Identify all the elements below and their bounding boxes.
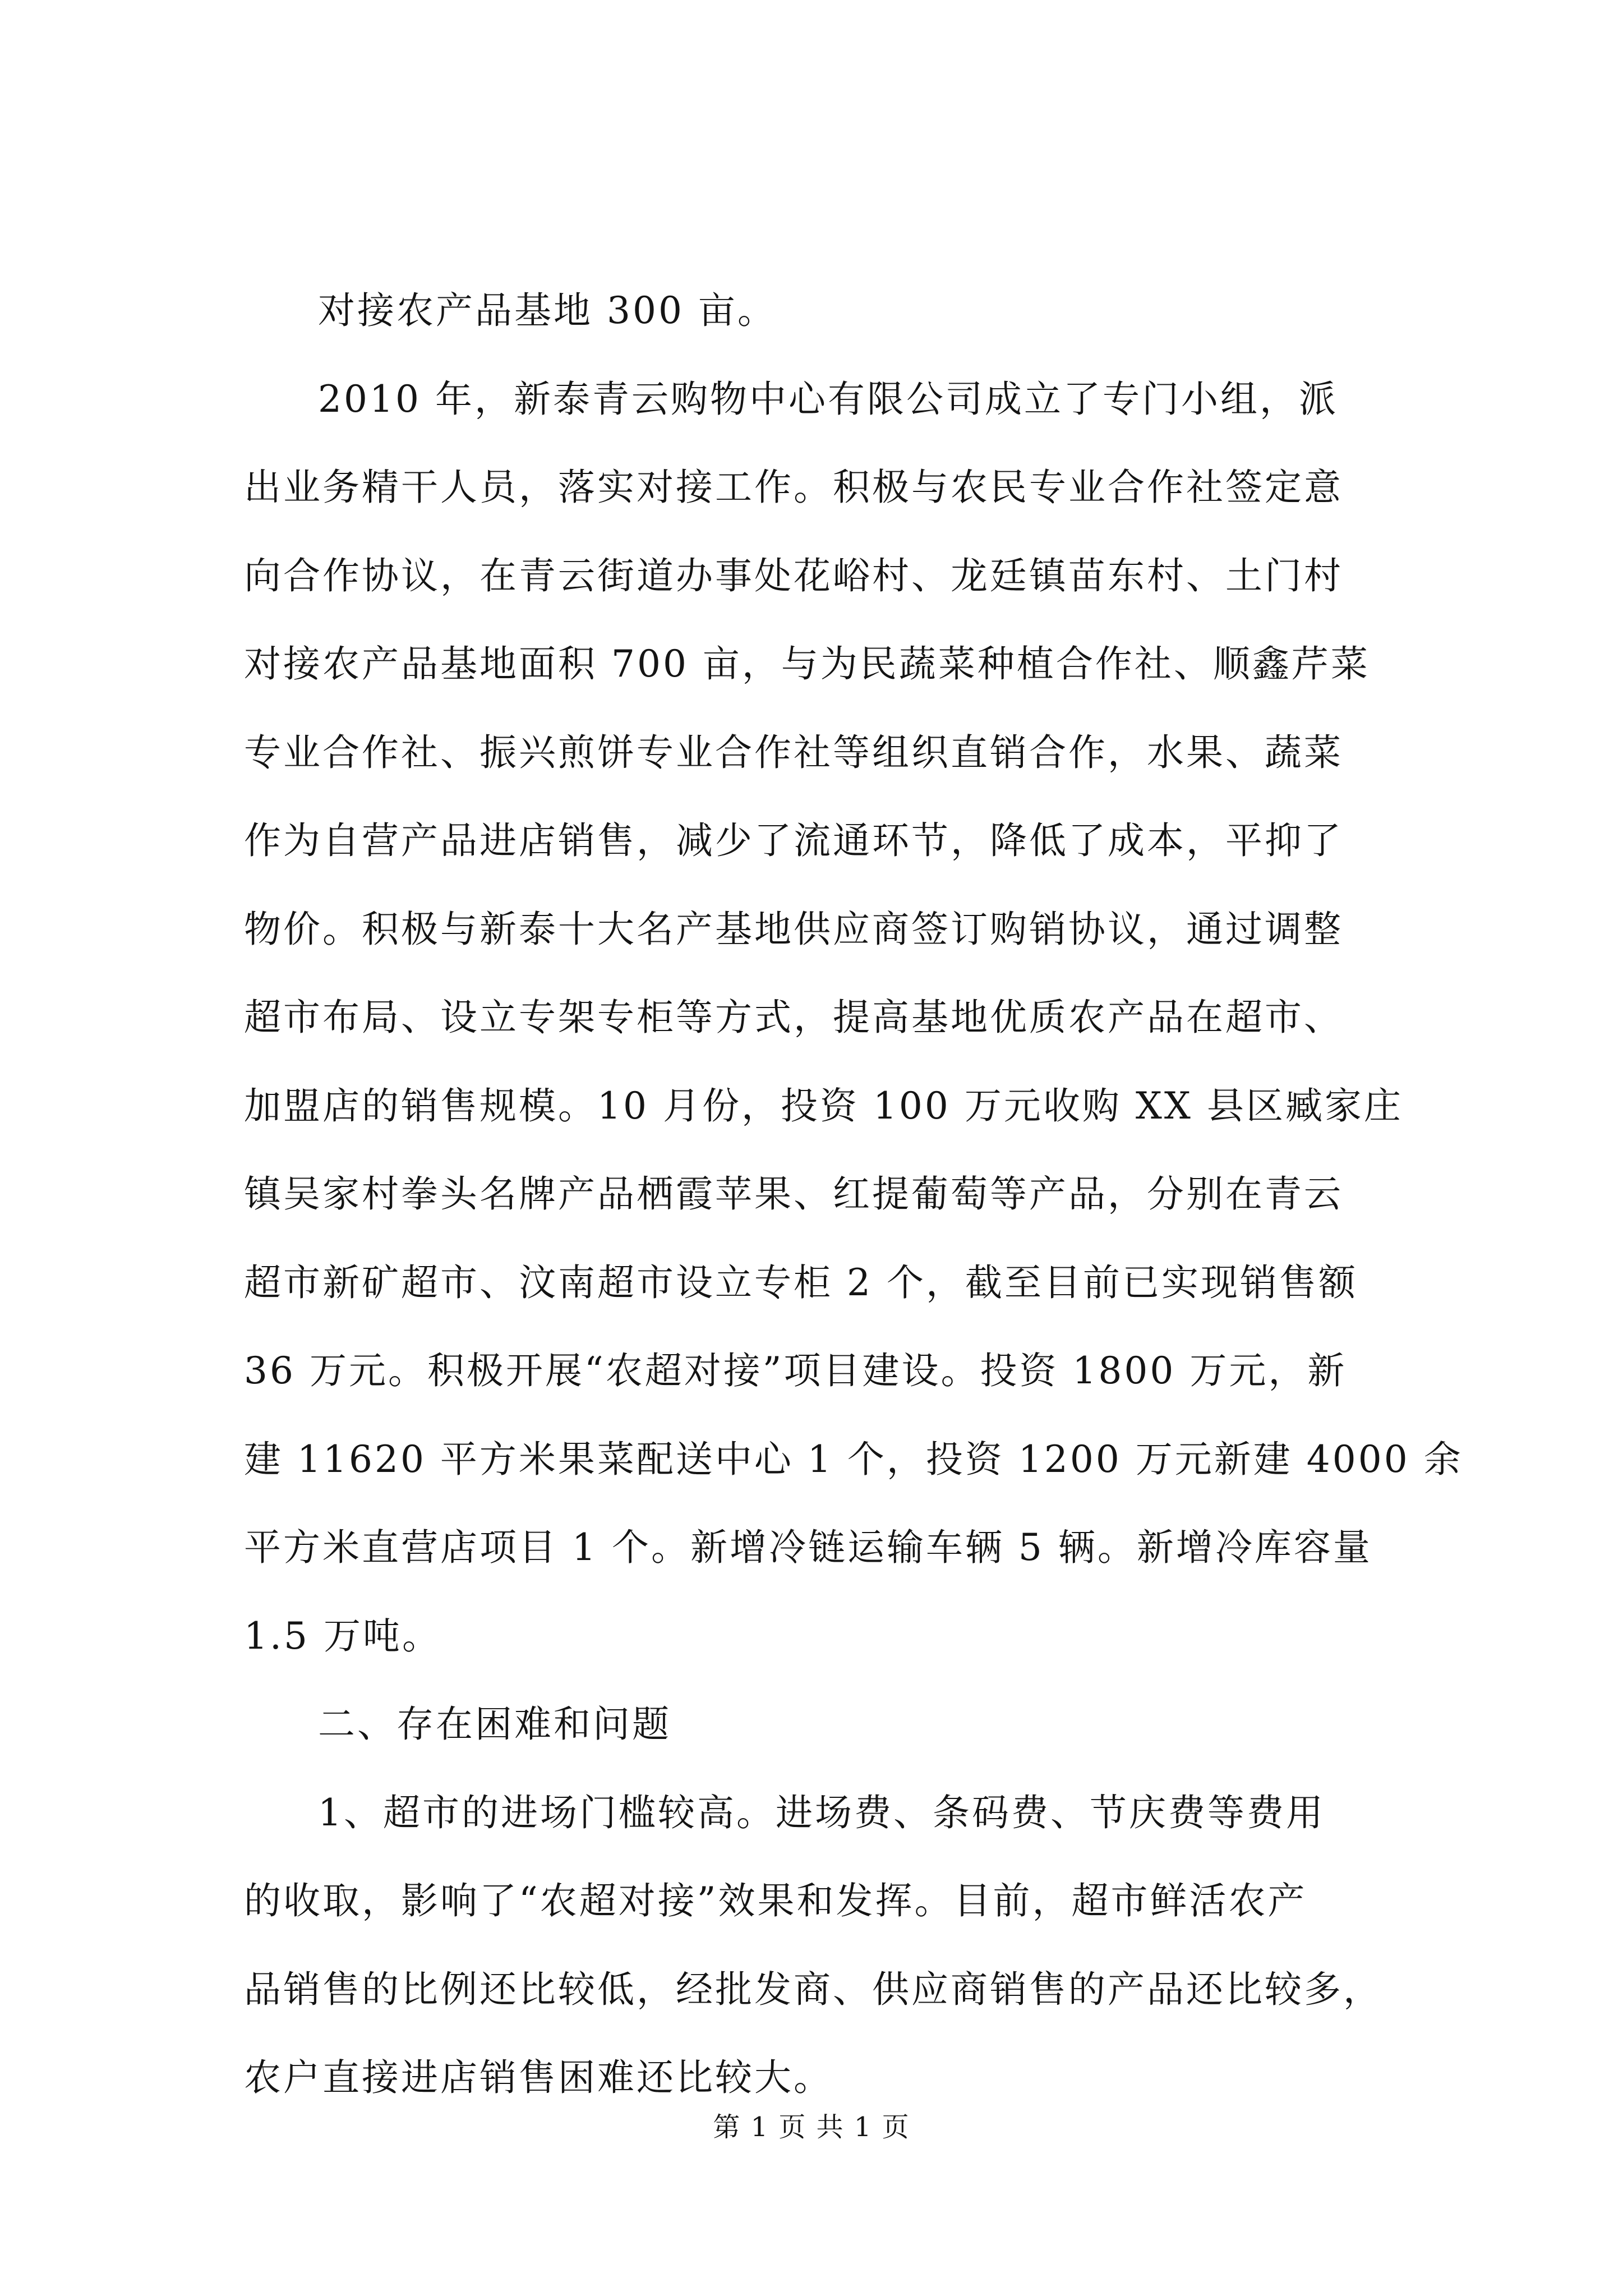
- text-line: 镇吴家村拳头名牌产品栖霞苹果、红提葡萄等产品，分别在青云: [244, 1172, 1343, 1216]
- text-line: 2010 年，新泰青云购物中心有限公司成立了专门小组，派: [318, 377, 1338, 421]
- text-line: 加盟店的销售规模。10 月份，投资 100 万元收购 XX 县区臧家庄: [244, 1084, 1403, 1128]
- text-line: 1.5 万吨。: [244, 1614, 441, 1658]
- text-line: 对接农产品基地面积 700 亩，与为民蔬菜种植合作社、顺鑫芹菜: [244, 642, 1370, 685]
- text-line: 1、超市的进场门槛较高。进场费、条码费、节庆费等费用: [318, 1791, 1325, 1834]
- text-line: 作为自营产品进店销售，减少了流通环节，降低了成本，平抑了: [244, 819, 1343, 862]
- paragraph-2: [244, 355, 1463, 1681]
- text-line: 向合作协议，在青云街道办事处花峪村、龙廷镇苗东村、土门村: [244, 554, 1343, 597]
- text-line: 二、存在困难和问题: [318, 1703, 671, 1746]
- text-line: 36 万元。积极开展“农超对接”项目建设。投资 1800 万元，新: [244, 1349, 1347, 1392]
- text-line: 的收取，影响了“农超对接”效果和发挥。目前，超市鲜活农产: [244, 1879, 1307, 1922]
- text-line: 物价。积极与新泰十大名产基地供应商签订购销协议，通过调整: [244, 907, 1343, 951]
- section-heading: [244, 1680, 1410, 1769]
- text-line: 超市新矿超市、汶南超市设立专柜 2 个，截至目前已实现销售额: [244, 1260, 1358, 1304]
- text-line: 专业合作社、振兴煎饼专业合作社等组织直销合作，水果、蔬菜: [244, 730, 1343, 774]
- text-line: 农户直接进店销售困难还比较大。: [244, 2056, 833, 2099]
- page-number-label: 第 1 页 共 1 页: [713, 2111, 910, 2143]
- document-body: [244, 266, 1463, 2122]
- paragraph-1: [244, 266, 1410, 355]
- page-footer: [0, 2110, 1623, 2144]
- paragraph-4: [244, 1769, 1410, 2122]
- text-line: 建 11620 平方米果菜配送中心 1 个，投资 1200 万元新建 4000 余: [244, 1437, 1463, 1481]
- text-line: 出业务精干人员，落实对接工作。积极与农民专业合作社签定意: [244, 466, 1343, 509]
- text-line: 超市布局、设立专架专柜等方式，提高基地优质农产品在超市、: [244, 996, 1343, 1039]
- text-line: 平方米直营店项目 1 个。新增冷链运输车辆 5 辆。新增冷库容量: [244, 1526, 1372, 1569]
- text-line: 对接农产品基地 300 亩。: [318, 289, 777, 332]
- text-line: 品销售的比例还比较低，经批发商、供应商销售的产品还比较多，: [244, 1967, 1382, 2011]
